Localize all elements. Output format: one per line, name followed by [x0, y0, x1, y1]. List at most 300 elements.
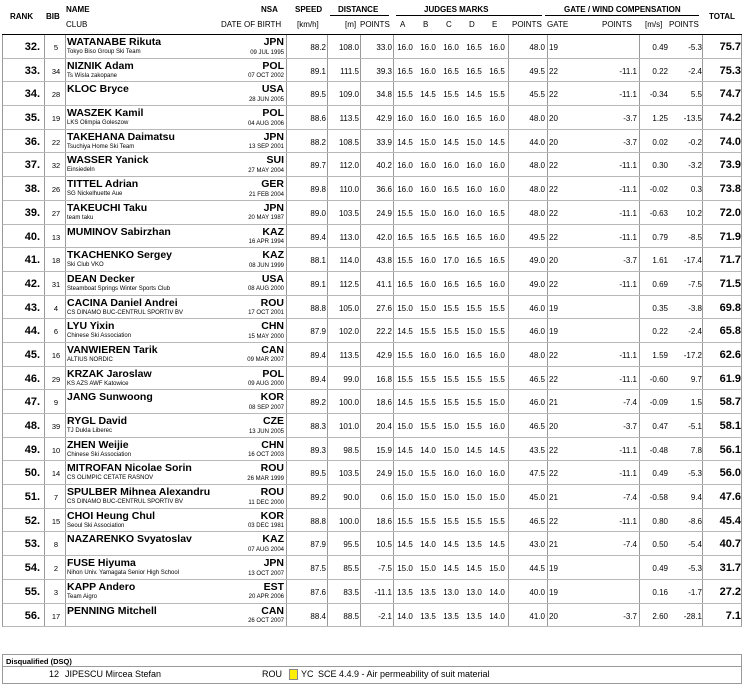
judge-a-mark: 15.5 [397, 90, 413, 100]
gate-points: -7.4 [623, 398, 637, 408]
judges-points: 49.0 [529, 279, 545, 289]
total-points: 71.7 [719, 254, 741, 267]
date-of-birth: 20 MAY 1987 [248, 215, 284, 222]
club-name: Tokyo Biso Group Ski Team [67, 49, 141, 55]
club-name: Ski Club VKO [67, 262, 104, 269]
header-wind-points: POINTS [669, 20, 699, 29]
wind-points: 1.5 [690, 398, 702, 408]
bib-cell: 10 [51, 445, 61, 455]
results-header [0, 0, 744, 34]
club-name: Steamboat Springs Winter Sports Club [67, 285, 171, 292]
dsq-card: YC [301, 669, 314, 679]
distance-value: 109.0 [338, 90, 359, 100]
judge-e-mark: 15.0 [489, 398, 505, 408]
result-row [2, 414, 742, 438]
bib-cell: 22 [51, 137, 61, 147]
yellow-card-icon [289, 669, 298, 680]
header-judge-b: B [423, 20, 429, 29]
judges-points: 49.5 [529, 66, 545, 76]
judge-b-mark: 16.0 [420, 43, 436, 52]
rank-cell: 37. [24, 159, 40, 172]
bib-cell: 13 [51, 232, 61, 242]
date-of-birth: 08 JUN 1999 [248, 262, 284, 269]
wind-value: 0.30 [652, 161, 668, 171]
wind-value: 0.79 [652, 232, 668, 242]
judge-a-mark: 16.5 [397, 66, 413, 76]
result-row [2, 272, 742, 296]
gate-value: 22 [549, 350, 558, 360]
result-row [2, 604, 742, 628]
gate-value: 22 [549, 66, 558, 76]
judge-d-mark: 15.5 [466, 303, 482, 313]
total-points: 61.9 [719, 372, 741, 385]
judge-e-mark: 14.5 [489, 137, 505, 147]
distance-value: 113.5 [339, 114, 359, 124]
judges-points: 45.0 [529, 493, 545, 503]
club-name: Einsiedeln [67, 167, 95, 174]
distance-points: 34.8 [376, 90, 392, 100]
rank-cell: 32. [24, 41, 40, 53]
date-of-birth: 09 MAR 2007 [247, 357, 284, 364]
result-row [2, 201, 742, 225]
athlete-name: DEAN Decker [67, 272, 135, 285]
bib-cell: 32 [51, 161, 61, 171]
speed-value: 87.9 [310, 327, 326, 337]
judge-b-mark: 16.0 [420, 161, 436, 171]
wind-value: -0.60 [649, 374, 668, 384]
dsq-reason: SCE 4.4.9 - Air permeability of suit material [318, 669, 490, 679]
wind-value: 0.49 [652, 469, 668, 479]
result-row [2, 532, 742, 556]
athlete-name: TKACHENKO Sergey [67, 249, 173, 262]
total-points: 75.7 [719, 41, 741, 53]
judge-e-mark: 16.0 [489, 185, 505, 195]
header-club: CLUB [66, 20, 88, 29]
speed-value: 88.2 [310, 137, 326, 147]
nsa-code: POL [262, 59, 284, 72]
athlete-name: KRZAK Jaroslaw [67, 367, 152, 380]
bib-cell: 34 [51, 66, 61, 76]
wind-value: 0.22 [652, 327, 668, 337]
judge-c-mark: 13.0 [443, 587, 459, 597]
bib-cell: 14 [51, 469, 61, 479]
judge-d-mark: 15.0 [466, 137, 482, 147]
gate-value: 19 [549, 327, 558, 337]
rank-cell: 50. [24, 467, 40, 480]
judges-points: 46.5 [529, 374, 545, 384]
club-name: Chinese Ski Association [67, 333, 132, 340]
rank-cell: 48. [24, 420, 40, 432]
date-of-birth: 28 JUN 2005 [248, 96, 284, 103]
distance-points: 24.9 [376, 469, 392, 479]
wind-points: -0.2 [688, 137, 702, 147]
judge-e-mark: 14.0 [489, 587, 505, 597]
date-of-birth: 09 AUG 2000 [247, 381, 284, 388]
judges-points: 48.0 [529, 114, 545, 124]
athlete-name: PENNING Mitchell [67, 604, 157, 617]
judges-points: 48.0 [529, 208, 545, 218]
distance-value: 113.5 [339, 350, 359, 360]
judge-c-mark: 16.0 [443, 114, 459, 124]
distance-value: 108.0 [338, 43, 359, 52]
rank-cell: 34. [24, 88, 40, 101]
result-row [2, 35, 742, 59]
wind-points: -28.1 [683, 611, 702, 621]
athlete-name: CHOI Heung Chul [67, 509, 156, 522]
date-of-birth: 08 AUG 2000 [247, 286, 284, 293]
judge-a-mark: 16.5 [397, 279, 413, 289]
judge-d-mark: 15.5 [466, 422, 482, 431]
header-judge-c: C [446, 20, 452, 29]
rank-cell: 55. [24, 585, 40, 598]
distance-value: 112.0 [339, 161, 359, 171]
gate-value: 21 [549, 540, 558, 550]
wind-points: -8.6 [688, 516, 702, 526]
wind-points: -13.5 [683, 114, 702, 124]
date-of-birth: 11 DEC 2000 [248, 499, 284, 506]
judge-c-mark: 14.5 [443, 564, 459, 574]
result-row [2, 438, 742, 462]
wind-points: -5.3 [688, 469, 702, 479]
gate-points: -11.1 [619, 185, 637, 195]
judge-c-mark: 15.5 [443, 327, 459, 337]
distance-points: 42.9 [376, 350, 392, 360]
judge-b-mark: 15.0 [420, 208, 436, 218]
judge-c-mark: 14.5 [443, 540, 459, 550]
judge-e-mark: 15.0 [489, 493, 505, 503]
distance-value: 103.5 [338, 469, 359, 479]
judge-b-mark: 16.0 [420, 279, 436, 289]
total-points: 71.9 [719, 230, 741, 243]
gate-value: 22 [549, 279, 558, 289]
wind-points: -1.7 [688, 587, 702, 597]
gate-value: 20 [549, 256, 558, 266]
result-row [2, 556, 742, 580]
date-of-birth: 26 MAR 1999 [247, 475, 284, 482]
rank-cell: 35. [24, 112, 40, 125]
wind-value: 2.60 [652, 611, 668, 621]
nsa-code: GER [261, 178, 284, 191]
result-row [2, 296, 742, 320]
judge-e-mark: 16.0 [489, 279, 505, 289]
club-name: TJ Dukla Liberec [67, 428, 113, 434]
dsq-row [2, 667, 742, 684]
judge-e-mark: 14.5 [489, 445, 505, 455]
nsa-code: KOR [260, 391, 284, 404]
judge-c-mark: 16.0 [443, 350, 459, 360]
dsq-name: JIPESCU Mircea Stefan [65, 669, 162, 679]
judge-a-mark: 15.5 [397, 256, 413, 266]
athlete-name: KAPP Andero [67, 580, 136, 593]
distance-points: 18.6 [376, 516, 392, 526]
speed-value: 89.8 [310, 185, 326, 195]
judges-points: 46.0 [529, 398, 545, 408]
judges-points: 48.0 [529, 350, 545, 360]
athlete-name: WATANABE Rikuta [67, 36, 162, 48]
speed-value: 89.4 [310, 374, 326, 384]
nsa-code: KAZ [262, 533, 284, 546]
judge-b-mark: 15.0 [420, 493, 436, 503]
judges-points: 47.5 [529, 469, 545, 479]
wind-points: 7.8 [690, 445, 702, 455]
judge-e-mark: 16.0 [489, 43, 505, 52]
club-name: SG Nickelhuette Aue [67, 191, 123, 198]
wind-value: -0.58 [649, 493, 668, 503]
judge-a-mark: 15.5 [397, 374, 413, 384]
bib-cell: 8 [53, 540, 59, 550]
gate-points: -3.7 [623, 611, 637, 621]
rank-cell: 41. [24, 254, 40, 267]
judge-a-mark: 14.0 [397, 611, 413, 621]
date-of-birth: 26 OCT 2007 [248, 618, 284, 624]
total-points: 74.7 [719, 88, 741, 101]
club-name: CS DINAMO BUC-CENTRUL SPORTIV BV [67, 499, 184, 506]
judge-a-mark: 15.5 [397, 350, 413, 360]
speed-value: 88.2 [310, 43, 326, 52]
judge-e-mark: 16.0 [489, 469, 505, 479]
nsa-code: CAN [261, 343, 284, 356]
judge-d-mark: 13.5 [466, 611, 482, 621]
judge-a-mark: 14.5 [397, 445, 413, 455]
judges-points: 46.5 [529, 516, 545, 526]
total-points: 72.0 [719, 206, 741, 219]
nsa-code: EST [263, 580, 284, 593]
total-points: 47.6 [719, 491, 741, 504]
header-gate-wind: GATE / WIND COMPENSATION [564, 5, 681, 14]
rank-cell: 43. [24, 301, 40, 314]
gate-value: 19 [549, 43, 558, 52]
rank-cell: 49. [24, 443, 40, 456]
date-of-birth: 09 JUL 1995 [250, 49, 284, 56]
nsa-code: JPN [263, 557, 284, 570]
judges-points: 46.0 [529, 327, 545, 337]
nsa-code: JPN [263, 201, 284, 214]
total-points: 71.5 [719, 277, 741, 290]
judge-c-mark: 15.5 [443, 374, 459, 384]
judge-b-mark: 14.0 [420, 540, 436, 550]
club-name: Ts Wisla zakopane [67, 72, 118, 79]
judge-b-mark: 14.0 [420, 445, 436, 455]
judge-b-mark: 13.5 [420, 611, 436, 621]
header-gate: GATE [547, 20, 569, 29]
distance-value: 85.5 [343, 564, 359, 574]
judge-e-mark: 16.0 [489, 350, 505, 360]
bib-cell: 9 [53, 398, 59, 408]
club-name: Seoul Ski Association [67, 522, 125, 529]
club-name: KS AZS AWF Katowice [67, 380, 129, 387]
speed-value: 89.1 [310, 66, 326, 76]
judges-points: 49.5 [529, 232, 545, 242]
distance-value: 90.0 [343, 493, 359, 503]
judge-a-mark: 14.5 [397, 137, 413, 147]
judge-d-mark: 15.5 [466, 516, 482, 526]
judge-a-mark: 15.5 [397, 208, 413, 218]
distance-points: -2.1 [378, 611, 392, 621]
total-points: 56.1 [719, 443, 741, 456]
judge-d-mark: 16.0 [466, 208, 482, 218]
club-name: CS DINAMO BUC-CENTRUL SPORTIV BV [67, 309, 184, 316]
total-points: 74.0 [719, 135, 741, 148]
header-speed: SPEED [295, 5, 323, 14]
judge-e-mark: 15.5 [489, 327, 505, 337]
bib-cell: 2 [53, 564, 59, 574]
judge-c-mark: 13.5 [443, 611, 459, 621]
speed-value: 87.5 [310, 564, 326, 574]
athlete-name: NIZNIK Adam [67, 59, 134, 72]
wind-points: -2.4 [688, 327, 702, 337]
nsa-code: ROU [260, 486, 284, 499]
judge-c-mark: 16.5 [443, 66, 459, 76]
rank-cell: 44. [24, 325, 40, 338]
distance-value: 108.5 [338, 137, 359, 147]
distance-value: 100.0 [338, 516, 359, 526]
nsa-code: KAZ [262, 249, 284, 262]
distance-value: 98.5 [343, 445, 359, 455]
judge-a-mark: 13.5 [397, 587, 413, 597]
athlete-name: SPULBER Mihnea Alexandru [67, 486, 211, 499]
speed-value: 88.6 [310, 114, 326, 124]
club-name: Tsuchiya Home Ski Team [67, 143, 135, 150]
gate-points: -11.1 [619, 516, 637, 526]
date-of-birth: 17 OCT 2001 [248, 310, 284, 317]
wind-points: 9.4 [690, 493, 702, 503]
athlete-name: MUMINOV Sabirzhan [67, 225, 171, 238]
judges-points: 48.0 [529, 161, 545, 171]
result-row [2, 509, 742, 533]
result-row [2, 153, 742, 177]
club-name: LKS Olimpia Goleszow [67, 120, 129, 127]
header-wind-unit: [m/s] [645, 20, 663, 29]
results-table [2, 34, 742, 627]
judge-d-mark: 15.0 [466, 327, 482, 337]
gate-points: -3.7 [623, 137, 637, 147]
result-row [2, 461, 742, 485]
bib-cell: 18 [51, 256, 61, 266]
bib-cell: 26 [51, 185, 61, 195]
total-points: 45.4 [719, 514, 741, 527]
judge-c-mark: 16.5 [443, 185, 459, 195]
athlete-name: JANG Sunwoong [67, 391, 153, 404]
distance-value: 112.5 [339, 279, 359, 289]
judge-c-mark: 15.0 [443, 445, 459, 455]
result-row [2, 319, 742, 343]
speed-value: 89.4 [310, 350, 326, 360]
distance-points: 40.2 [376, 161, 392, 171]
header-nsa: NSA [261, 5, 278, 14]
judges-points: 49.0 [529, 256, 545, 266]
nsa-code: CZE [263, 415, 284, 427]
distance-points: 16.8 [376, 374, 392, 384]
date-of-birth: 27 MAY 2004 [248, 167, 284, 174]
wind-value: 0.02 [652, 137, 668, 147]
wind-points: -5.3 [688, 43, 702, 52]
athlete-name: LYU Yixin [67, 320, 115, 333]
wind-points: -17.2 [683, 350, 702, 360]
judges-points: 48.0 [529, 185, 545, 195]
result-row [2, 82, 742, 106]
wind-value: 0.47 [652, 422, 668, 431]
distance-value: 103.5 [338, 208, 359, 218]
gate-value: 22 [549, 374, 558, 384]
judge-b-mark: 14.5 [420, 90, 436, 100]
judge-d-mark: 14.5 [466, 90, 482, 100]
judge-e-mark: 16.0 [489, 422, 505, 431]
distance-value: 101.0 [338, 422, 359, 431]
speed-value: 89.2 [310, 398, 326, 408]
judge-d-mark: 16.0 [466, 161, 482, 171]
judges-points: 46.5 [529, 422, 545, 431]
rank-cell: 40. [24, 230, 40, 243]
dsq-nsa: ROU [262, 669, 282, 679]
gate-value: 22 [549, 445, 558, 455]
judge-d-mark: 13.0 [466, 587, 482, 597]
speed-value: 89.5 [310, 469, 326, 479]
judge-c-mark: 15.0 [443, 493, 459, 503]
speed-value: 88.1 [310, 256, 326, 266]
speed-value: 89.3 [310, 445, 326, 455]
bib-cell: 29 [51, 374, 61, 384]
rank-cell: 45. [24, 348, 40, 361]
judge-b-mark: 16.0 [420, 114, 436, 124]
athlete-name: TAKEUCHI Taku [67, 201, 148, 214]
distance-points: 36.6 [376, 185, 392, 195]
judge-d-mark: 16.0 [466, 185, 482, 195]
judge-c-mark: 15.5 [443, 303, 459, 313]
athlete-name: CACINA Daniel Andrei [67, 296, 178, 309]
distance-value: 111.5 [340, 66, 359, 76]
gate-points: -11.1 [619, 469, 637, 479]
date-of-birth: 13 SEP 2001 [248, 144, 284, 151]
judge-e-mark: 16.5 [489, 66, 505, 76]
gate-points: -11.1 [619, 350, 637, 360]
wind-points: -8.5 [688, 232, 702, 242]
athlete-name: WASSER Yanick [67, 154, 149, 167]
total-points: 27.2 [719, 585, 741, 598]
speed-value: 89.5 [310, 90, 326, 100]
judge-d-mark: 14.5 [466, 564, 482, 574]
judge-e-mark: 15.5 [489, 516, 505, 526]
judge-a-mark: 16.0 [397, 161, 413, 171]
date-of-birth: 13 OCT 2007 [248, 570, 284, 577]
header-dob: DATE OF BIRTH [221, 20, 282, 29]
judge-b-mark: 15.5 [420, 422, 436, 431]
judges-points: 46.0 [529, 303, 545, 313]
judge-d-mark: 16.5 [466, 232, 482, 242]
gate-points: -11.1 [619, 161, 637, 171]
distance-points: 41.1 [376, 279, 392, 289]
athlete-name: RYGL David [67, 415, 128, 427]
rank-cell: 39. [24, 206, 40, 219]
bib-cell: 16 [51, 350, 61, 360]
athlete-name: TAKEHANA Daimatsu [67, 130, 175, 143]
rank-cell: 51. [24, 491, 40, 504]
judge-e-mark: 14.0 [489, 611, 505, 621]
bib-cell: 5 [53, 43, 59, 52]
judge-d-mark: 16.5 [466, 43, 482, 52]
gate-value: 20 [549, 611, 558, 621]
distance-points: 39.3 [376, 66, 392, 76]
gate-points: -11.1 [619, 279, 637, 289]
judge-b-mark: 15.5 [420, 398, 436, 408]
date-of-birth: 03 DEC 1981 [247, 523, 284, 530]
date-of-birth: 08 SEP 2007 [248, 404, 284, 411]
header-judge-e: E [492, 20, 498, 29]
bib-cell: 31 [51, 279, 61, 289]
bib-cell: 17 [51, 611, 61, 621]
total-points: 73.8 [719, 183, 741, 196]
judge-b-mark: 16.5 [420, 232, 436, 242]
judge-e-mark: 16.5 [489, 256, 505, 266]
